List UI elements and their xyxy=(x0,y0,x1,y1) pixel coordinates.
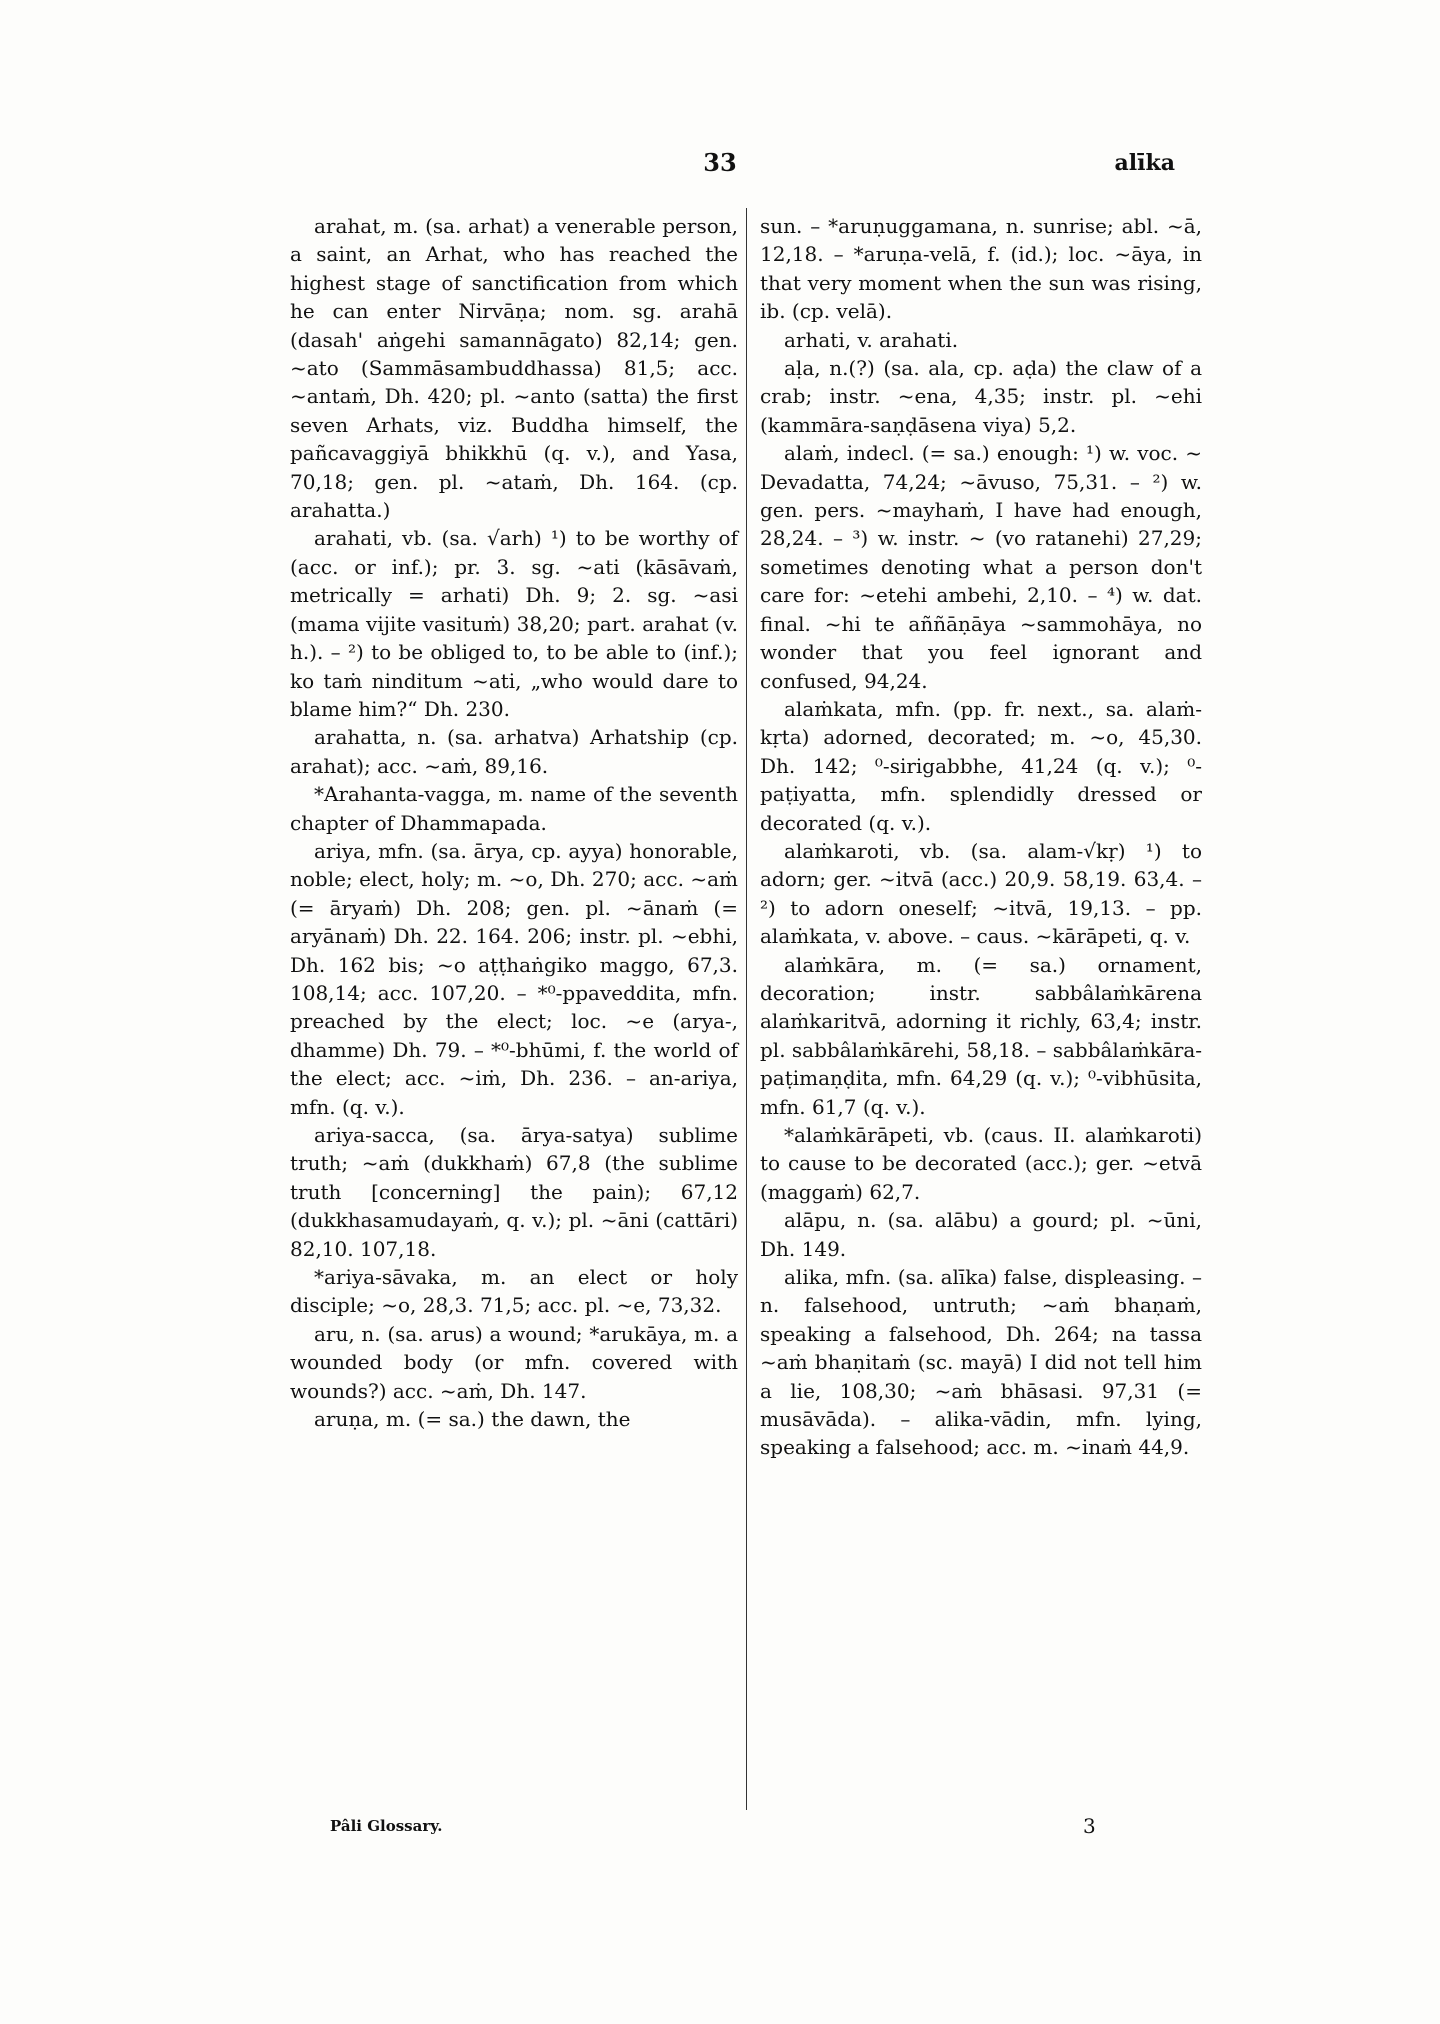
entry-alamkata: alaṁkata, mfn. (pp. fr. next., sa. alaṁ-kṛta) adorned, decorated; m. ~o, 45,30. Dh. 142; ⁰-sirigabbhe, 41,24 (q. v.); ⁰-paṭiyatta, mfn. splendidly dressed or decorated (q. v.). xyxy=(760,696,1202,835)
page-number: 33 xyxy=(703,148,737,177)
entry-alamkaroti: alaṁkaroti, vb. (sa. alam-√kṛ) ¹) to adorn; ger. ~itvā (acc.) 20,9. 58,19. 63,4. – ²) to adorn oneself; ~itvā, 19,13. – pp. alaṁkata, v. above. – caus. ~kārāpeti, q. v. xyxy=(760,838,1202,949)
left-column xyxy=(290,212,738,1433)
entry-ariya-savaka: *ariya-sāvaka, m. an elect or holy disciple; ~o, 28,3. 71,5; acc. pl. ~e, 73,32. xyxy=(290,1265,738,1318)
entry-alamkara: alaṁkāra, m. (= sa.) ornament, decoration; instr. sabbâlaṁkārena alaṁkaritvā, adorning it richly, 63,4; instr. pl. sabbâlaṁkārehi, 58,18. – sabbâlaṁkāra-paṭimaṇḍita, mfn. 64,29 (q. v.); ⁰-vibhūsita, mfn. 61,7 (q. v.). xyxy=(760,952,1202,1119)
footer-signature: Pâli Glossary. xyxy=(330,1817,443,1835)
entry-arahati: arahati, vb. (sa. √arh) ¹) to be worthy of (acc. or inf.); pr. 3. sg. ~ati (kāsāvaṁ, metrically = arhati) Dh. 9; 2. sg. ~asi (mama vijite vasituṁ) 38,20; part. arahat (v. h.). – ²) to be obliged to, to be able to (inf.); ko taṁ ninditum ~ati, „who would dare to blame him?“ Dh. 230. xyxy=(290,526,738,721)
entry-arhati: arhati, v. arahati. xyxy=(784,327,959,352)
column-divider xyxy=(746,208,747,1810)
entry-ala: aḷa, n.(?) (sa. ala, cp. aḍa) the claw of a crab; instr. ~ena, 4,35; instr. pl. ~ehi (kammāra-saṇḍāsena viya) 5,2. xyxy=(760,356,1202,437)
footer-sheet-number: 3 xyxy=(1083,1814,1096,1838)
entry-alamkarapeti: *alaṁkārāpeti, vb. (caus. II. alaṁkaroti) to cause to be decorated (acc.); ger. ~etvā (maggaṁ) 62,7. xyxy=(760,1123,1202,1204)
entry-aruna-continued: sun. – *aruṇuggamana, n. sunrise; abl. ~ā, 12,18. – *aruṇa-velā, f. (id.); loc. ~āya, in that very moment when the sun was rising, ib. (cp. velā). xyxy=(760,214,1202,324)
entry-aruna: aruṇa, m. (= sa.) the dawn, the xyxy=(314,1407,631,1432)
entry-alam: alaṁ, indecl. (= sa.) enough: ¹) w. voc. ~ Devadatta, 74,24; ~āvuso, 75,31. – ²) w. gen. pers. ~mayhaṁ, I have had enough, 28,24. – ³) w. instr. ~ (vo ratanehi) 27,29; sometimes denoting what a person don't care for: ~etehi ambehi, 2,10. – ⁴) w. dat. final. ~hi te aññāṇāya ~sammohāya, no wonder that you feel ignorant and confused, 94,24. xyxy=(760,441,1202,693)
entry-ariya-sacca: ariya-sacca, (sa. ārya-satya) sublime truth; ~aṁ (dukkhaṁ) 67,8 (the sublime truth [concerning] the pain); 67,12 (dukkhasamudayaṁ, q. v.); pl. ~āni (cattāri) 82,10. 107,18. xyxy=(290,1123,738,1261)
entry-arahat: arahat, m. (sa. arhat) a venerable person, a saint, an Arhat, who has reached the highest stage of sanctification from which he can enter Nirvāṇa; nom. sg. arahā (dasah' aṅgehi samannāgato) 82,14; gen. ~ato (Sammāsambuddhassa) 81,5; acc. ~antaṁ, Dh. 420; pl. ~anto (satta) the first seven Arhats, viz. Buddha himself, the pañcavaggiyā bhikkhū (q. v.), and Yasa, 70,18; gen. pl. ~ataṁ, Dh. 164. (cp. arahatta.) xyxy=(290,214,738,523)
entry-ariya: ariya, mfn. (sa. ārya, cp. ayya) honorable, noble; elect, holy; m. ~o, Dh. 270; acc. ~aṁ (= āryaṁ) Dh. 208; gen. pl. ~ānaṁ (= aryānaṁ) Dh. 22. 164. 206; instr. pl. ~ebhi, Dh. 162 bis; ~o aṭṭhaṅgiko maggo, 67,3. 108,14; acc. 107,20. – *⁰-ppaveddita, mfn. preached by the elect; loc. ~e (arya-, dhamme) Dh. 79. – *⁰-bhūmi, f. the world of the elect; acc. ~iṁ, Dh. 236. – an-ariya, mfn. (q. v.). xyxy=(290,838,738,1119)
running-head: alīka xyxy=(1114,150,1175,176)
right-column xyxy=(760,212,1202,1462)
entry-aru: aru, n. (sa. arus) a wound; *arukāya, m. a wounded body (or mfn. covered with wounds?) acc. ~aṁ, Dh. 147. xyxy=(290,1321,738,1403)
entry-arahatta: arahatta, n. (sa. arhatva) Arhatship (cp. arahat); acc. ~aṁ, 89,16. xyxy=(290,725,738,778)
entry-alapu: alāpu, n. (sa. alābu) a gourd; pl. ~ūni, Dh. 149. xyxy=(760,1208,1202,1261)
entry-alika: alika, mfn. (sa. alīka) false, displeasing. – n. falsehood, untruth; ~aṁ bhaṇaṁ, speaking a falsehood, Dh. 264; na tassa ~aṁ bhaṇitaṁ (sc. mayā) I did not tell him a lie, 108,30; ~aṁ bhāsasi. 97,31 (= musāvāda). – alika-vādin, mfn. lying, speaking a falsehood; acc. m. ~inaṁ 44,9. xyxy=(760,1265,1202,1460)
entry-arahanta-vagga: *Arahanta-vagga, m. name of the seventh chapter of Dhammapada. xyxy=(290,782,738,835)
